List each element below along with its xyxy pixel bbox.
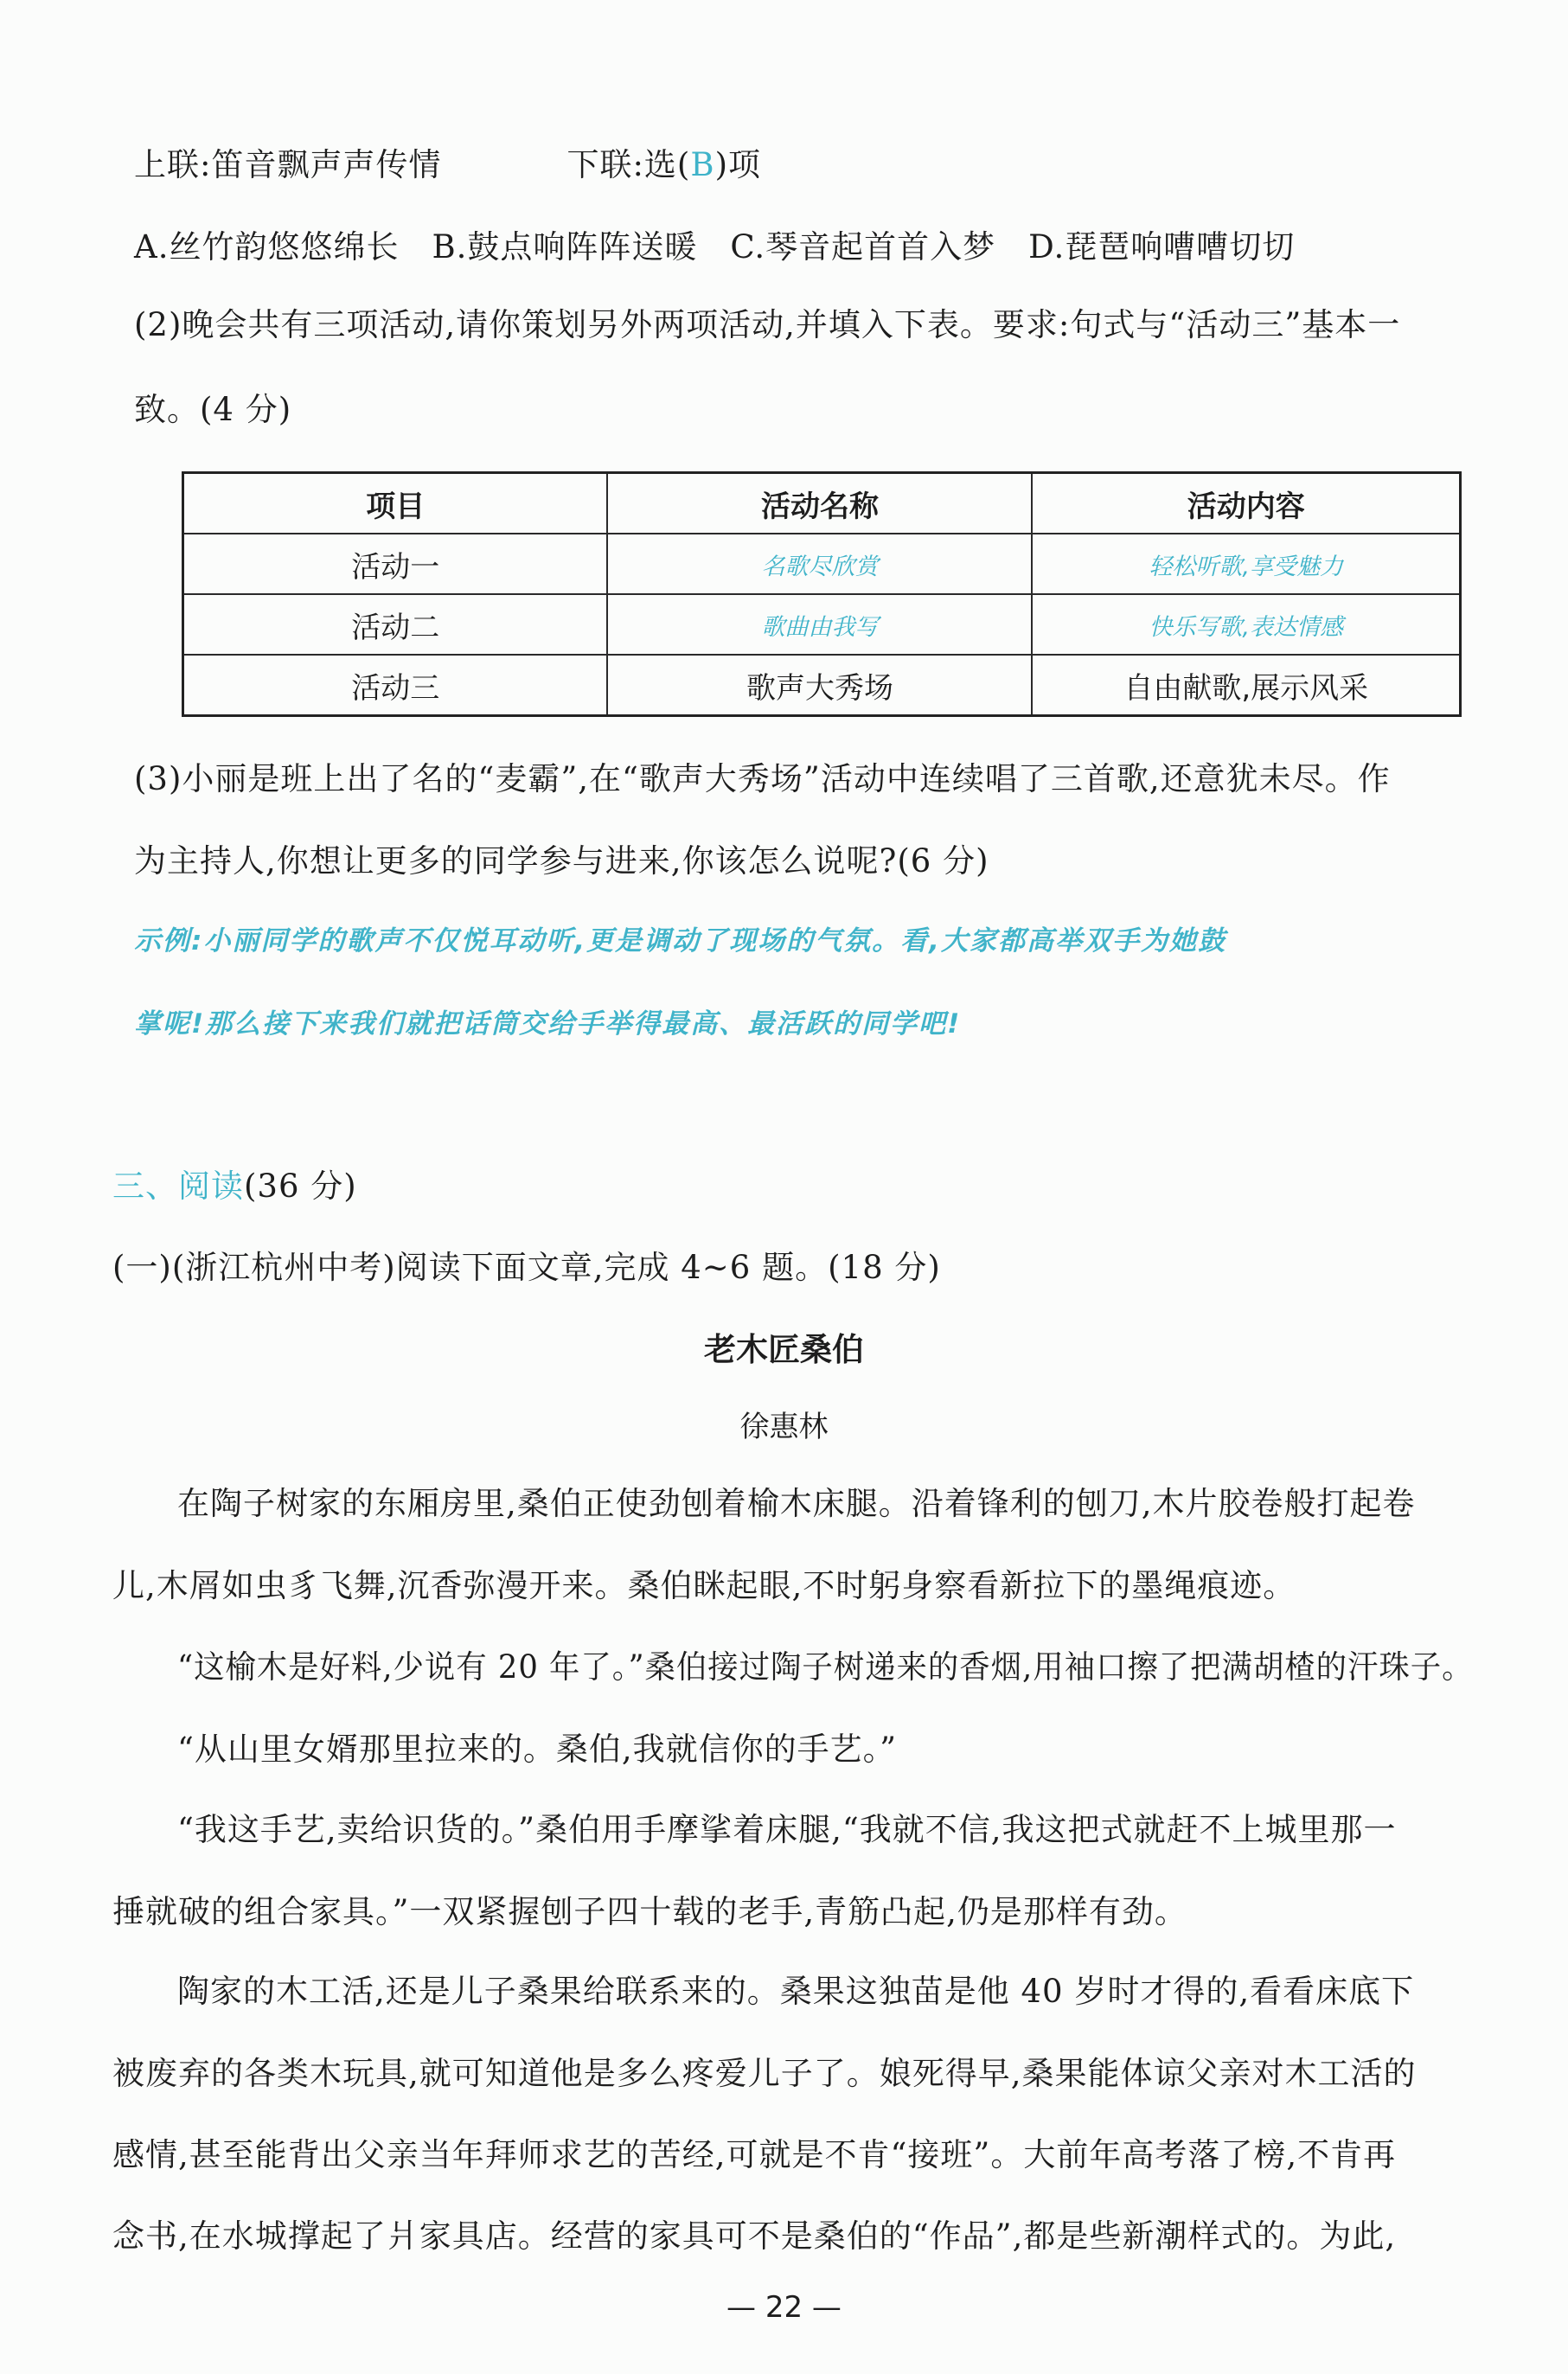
row-content: 快乐写歌,表达情感 (1032, 594, 1460, 655)
section3-heading (112, 1164, 357, 1209)
row-item: 活动二 (183, 594, 608, 655)
page-number: — 22 — (726, 2290, 842, 2325)
section3-title: 三、阅读 (112, 1168, 244, 1205)
table-row (183, 534, 1461, 594)
q3-answer-line2: 掌呢!那么接下来我们就把话筒交给手举得最高、最活跃的同学吧! (134, 1008, 962, 1040)
article-line: “从山里女婿那里拉来的。桑伯,我就信你的手艺。” (177, 1731, 898, 1768)
header-item: 项目 (183, 473, 608, 534)
table-row (183, 655, 1461, 716)
article-title: 老木匠桑伯 (704, 1331, 864, 1368)
lower-couplet-answer: B (690, 146, 715, 183)
q3-answer-line1: 示例:小丽同学的歌声不仅悦耳动听,更是调动了现场的气氛。看,大家都高举双手为她鼓 (134, 925, 1226, 957)
article-line: 感情,甚至能背出父亲当年拜师求艺的苦经,可就是不肯“接班”。大前年高考落了榜,不肯再 (112, 2136, 1397, 2173)
article-author: 徐惠林 (739, 1410, 829, 1444)
upper-couplet: 上联:笛音飘声声传情 (134, 146, 442, 183)
activity-table (182, 471, 1462, 717)
q3-line2: 为主持人,你想让更多的同学参与进来,你该怎么说呢?(6 分) (134, 842, 989, 880)
article-line: 在陶子树家的东厢房里,桑伯正使劲刨着榆木床腿。沿着锋利的刨刀,木片胶卷般打起卷 (177, 1485, 1416, 1522)
article-line: 捶就破的组合家具。”一双紧握刨子四十载的老手,青筋凸起,仍是那样有劲。 (112, 1893, 1187, 1930)
lower-couplet-pre: 下联:选( (566, 146, 691, 183)
article-line: “我这手艺,卖给识货的。”桑伯用手摩挲着床腿,“我就不信,我这把式就赶不上城里那一 (177, 1811, 1397, 1848)
section3-score: (36 分) (244, 1168, 357, 1205)
q1-line (134, 143, 761, 188)
header-name: 活动名称 (607, 473, 1032, 534)
header-content: 活动内容 (1032, 473, 1460, 534)
article-line: 陶家的木工活,还是儿子桑果给联系来的。桑果这独苗是他 40 岁时才得的,看看床底下 (177, 1973, 1415, 2010)
row-name: 歌声大秀场 (607, 655, 1032, 716)
section3-sub: (一)(浙江杭州中考)阅读下面文章,完成 4~6 题。(18 分) (112, 1249, 941, 1286)
q1-options: A.丝竹韵悠悠绵长 B.鼓点响阵阵送暖 C.琴音起首首入梦 D.琵琶响嘈嘈切切 (134, 228, 1296, 266)
q2-line2: 致。(4 分) (134, 391, 292, 428)
table-row (183, 594, 1461, 655)
row-content: 轻松听歌,享受魅力 (1032, 534, 1460, 594)
article-line: 被废弃的各类木玩具,就可知道他是多么疼爱儿子了。娘死得早,桑果能体谅父亲对木工活的 (112, 2055, 1417, 2092)
row-content: 自由献歌,展示风采 (1032, 655, 1460, 716)
lower-couplet-post: )项 (714, 146, 762, 183)
row-name: 歌曲由我写 (607, 594, 1032, 655)
article-line: “这榆木是好料,少说有 20 年了。”桑伯接过陶子树递来的香烟,用袖口擦了把满胡楂的汗珠子。 (177, 1648, 1474, 1686)
row-item: 活动一 (183, 534, 608, 594)
article-line: 儿,木屑如虫豸飞舞,沉香弥漫开来。桑伯眯起眼,不时躬身察看新拉下的墨绳痕迹。 (112, 1567, 1296, 1604)
row-item: 活动三 (183, 655, 608, 716)
table-header-row (183, 473, 1461, 534)
article-line: 念书,在水城撑起了爿家具店。经营的家具可不是桑伯的“作品”,都是些新潮样式的。为此, (112, 2217, 1397, 2255)
row-name: 名歌尽欣赏 (607, 534, 1032, 594)
q2-line1: (2)晚会共有三项活动,请你策划另外两项活动,并填入下表。要求:句式与“活动三”基本一 (134, 306, 1401, 343)
q3-line1: (3)小丽是班上出了名的“麦霸”,在“歌声大秀场”活动中连续唱了三首歌,还意犹未尽。作 (134, 760, 1391, 797)
